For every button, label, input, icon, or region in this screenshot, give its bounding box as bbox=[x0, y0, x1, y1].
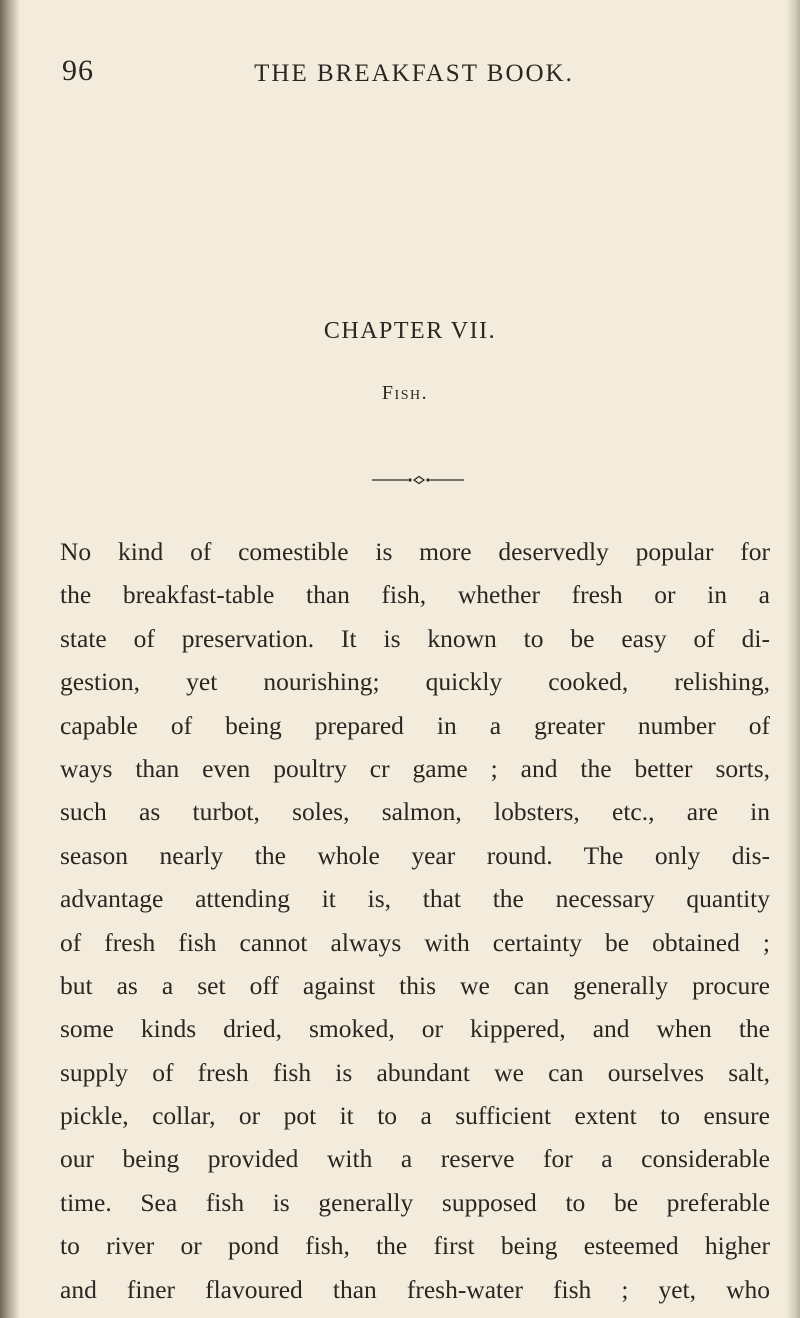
body-line: of fresh fish cannot always with certainty be obtained ; bbox=[60, 927, 770, 957]
chapter-title: CHAPTER VII. bbox=[323, 318, 497, 344]
body-line: the breakfast-table than fish, whether fresh or in a bbox=[60, 580, 770, 610]
body-line: capable of being prepared in a greater number of bbox=[60, 710, 770, 740]
running-head: THE BREAKFAST BOOK. bbox=[254, 60, 574, 87]
body-line: time. Sea fish is generally supposed to be preferable bbox=[60, 1187, 770, 1217]
body-line: ways than even poultry cr game ; and the better sorts, bbox=[60, 753, 770, 783]
ornament-divider bbox=[372, 475, 464, 485]
body-line: our being provided with a reserve for a considerable bbox=[60, 1144, 770, 1174]
body-line: season nearly the whole year round. The only dis- bbox=[60, 840, 770, 870]
page-number: 96 bbox=[62, 54, 94, 87]
page-edge-shadow bbox=[786, 0, 800, 1318]
body-line: No kind of comestible is more deservedly popular for bbox=[60, 537, 770, 566]
page-spine-shadow bbox=[0, 0, 20, 1318]
body-line: but as a set off against this we can generally procure bbox=[60, 970, 770, 1000]
body-line: to river or pond fish, the first being esteemed higher bbox=[60, 1231, 770, 1261]
body-line: gestion, yet nourishing; quickly cooked, relishing, bbox=[60, 667, 770, 697]
body-line: some kinds dried, smoked, or kippered, and when the bbox=[60, 1014, 770, 1044]
section-title: Fish. bbox=[381, 382, 429, 404]
body-line: and finer flavoured than fresh-water fish ; yet, who bbox=[60, 1274, 770, 1304]
body-line: state of preservation. It is known to be easy of di- bbox=[60, 623, 770, 653]
body-line: advantage attending it is, that the necessary quantity bbox=[60, 884, 770, 914]
body-line: pickle, collar, or pot it to a sufficient extent to ensure bbox=[60, 1101, 770, 1131]
body-text bbox=[60, 530, 770, 1311]
body-line: such as turbot, soles, salmon, lobsters, etc., are in bbox=[60, 797, 770, 827]
body-line: supply of fresh fish is abundant we can ourselves salt, bbox=[60, 1057, 770, 1087]
